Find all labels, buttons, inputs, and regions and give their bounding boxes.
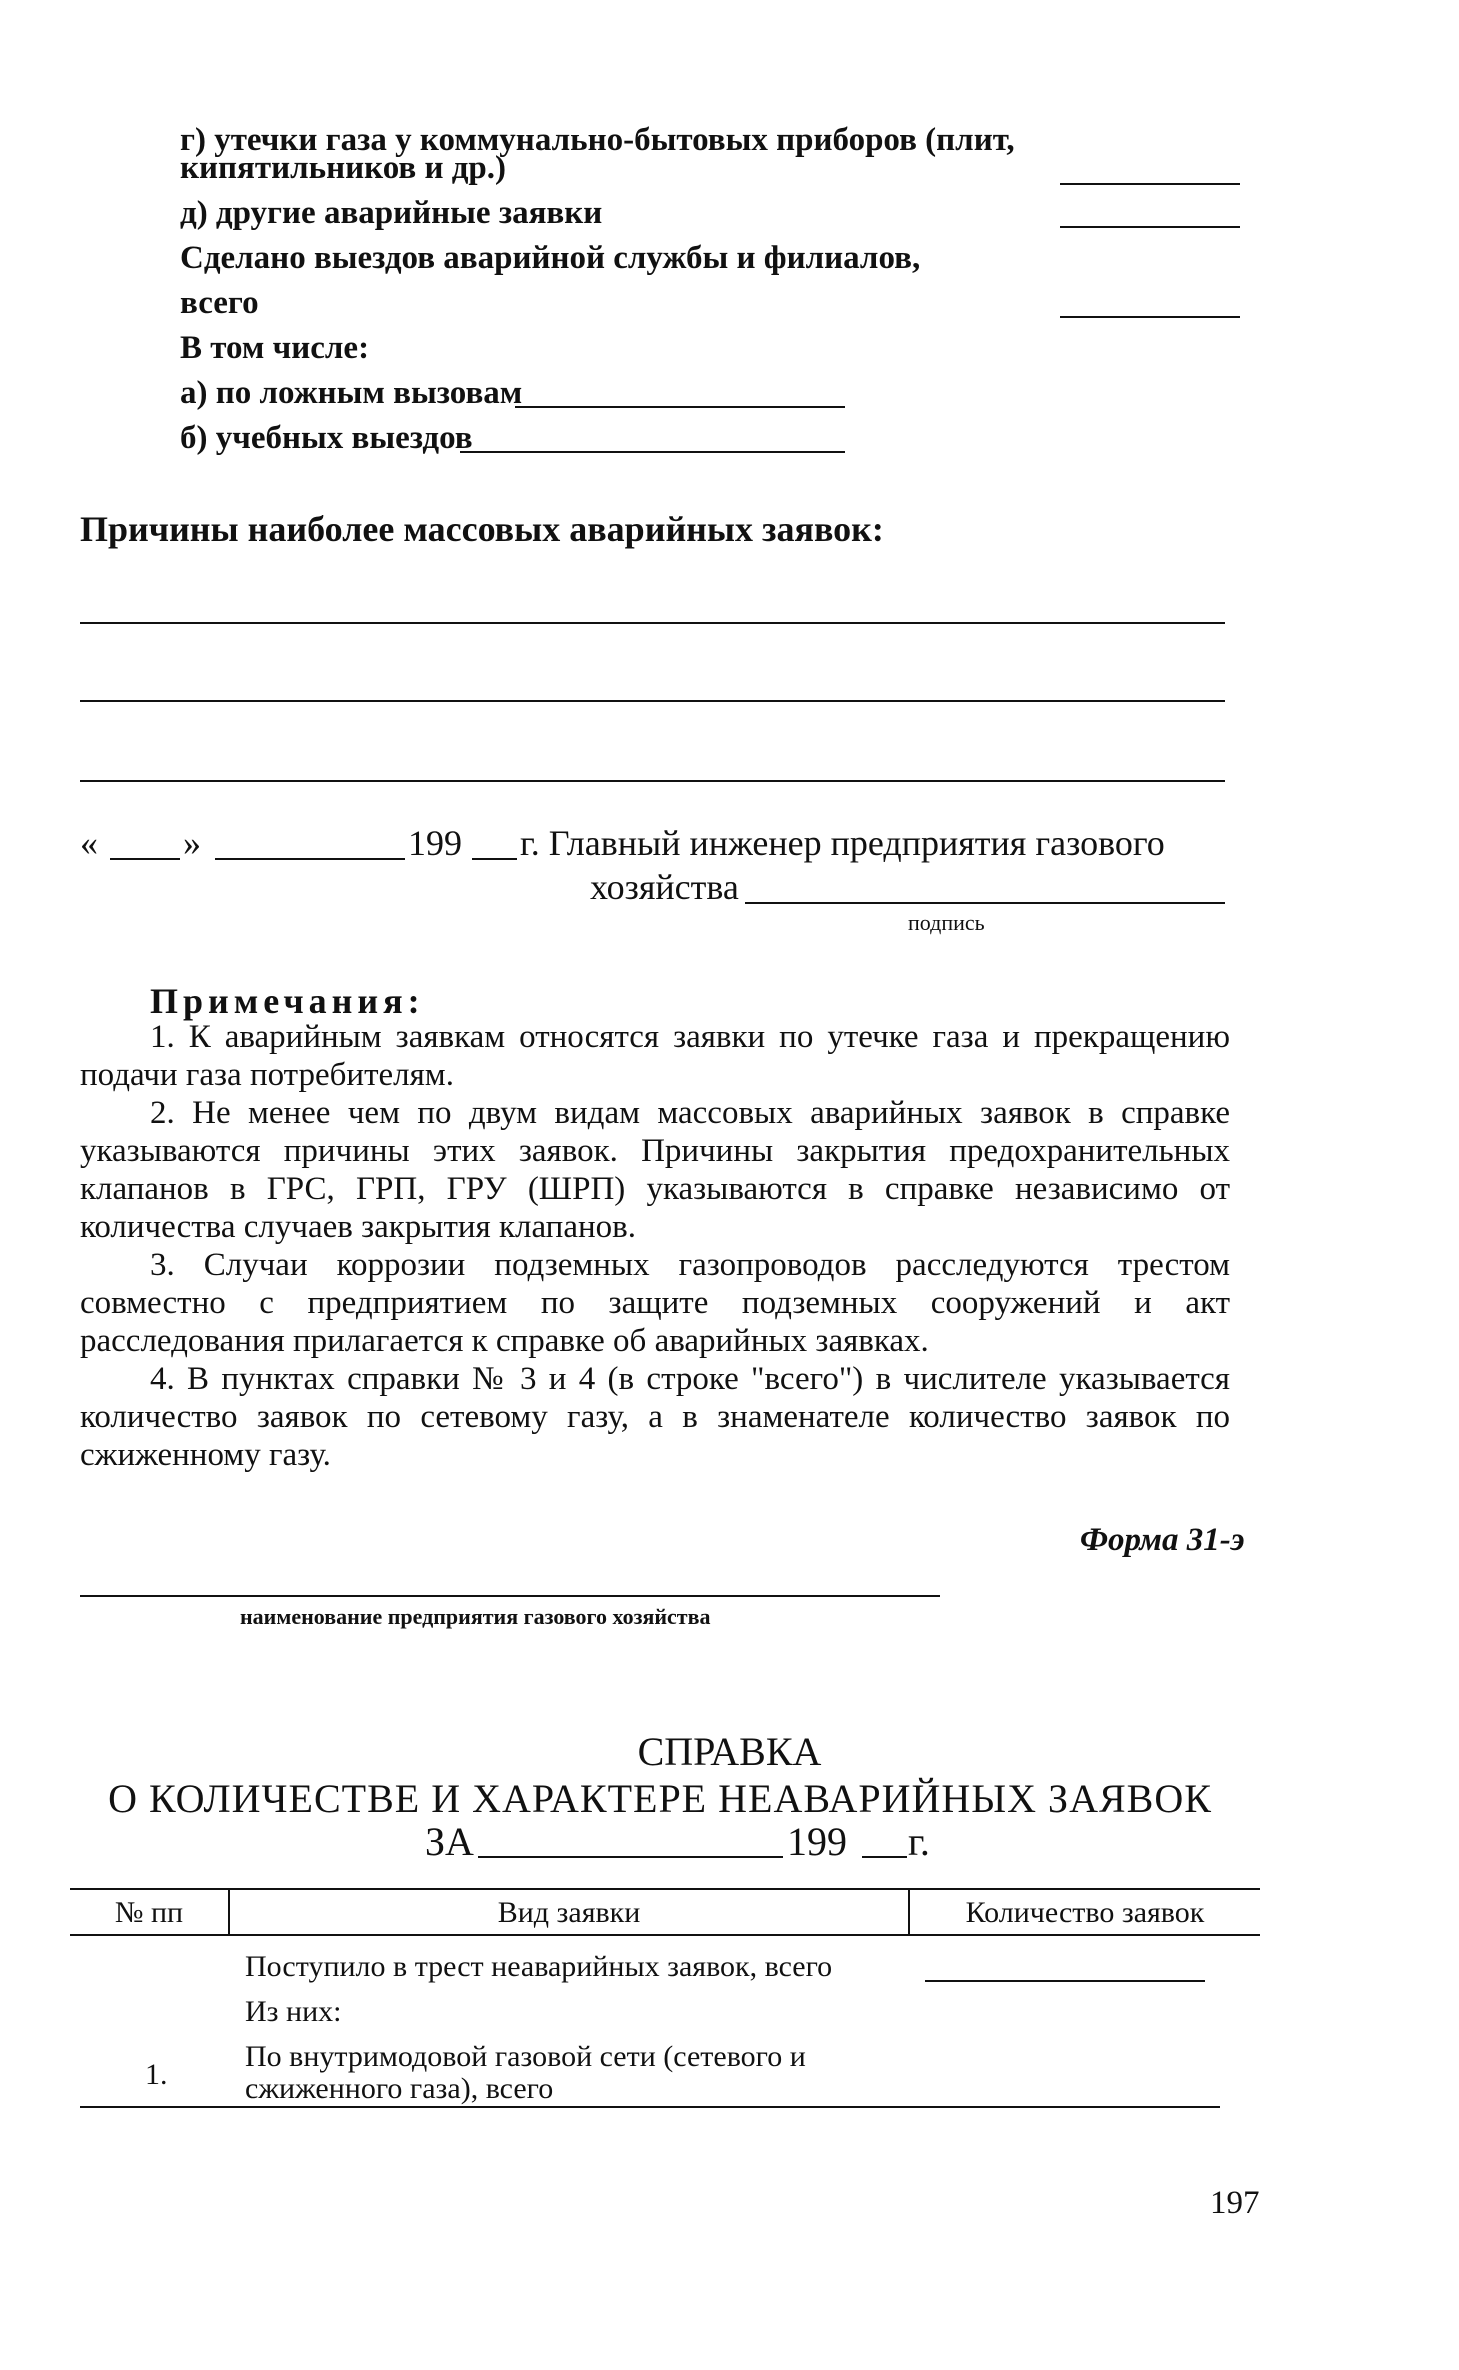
- table-row-text: сжиженного газа), всего: [245, 2072, 554, 2105]
- training-blank: [460, 451, 845, 453]
- doc-title-year: 199: [787, 1819, 847, 1864]
- table-row-text: Поступило в трест неаварийных заявок, всего: [245, 1950, 833, 1983]
- org-name-line: [80, 1595, 940, 1597]
- doc-title-line1: СПРАВКА: [637, 1729, 822, 1774]
- table-header-bottom-border: [70, 1934, 1260, 1936]
- table-row-number: 1.: [145, 2058, 168, 2091]
- doc-title-suffix: г.: [908, 1819, 930, 1864]
- org-name-caption: наименование предприятия газового хозяйства: [240, 1604, 711, 1629]
- item-d: д) другие аварийные заявки: [180, 195, 603, 231]
- visits-line1: Сделано выездов аварийной службы и филиалов,: [180, 240, 921, 276]
- item-d-blank: [1060, 226, 1240, 228]
- signature-title: г. Главный инженер предприятия газового: [520, 823, 1165, 863]
- doc-title-prefix: ЗА: [425, 1819, 474, 1864]
- title-period-blank: [478, 1856, 783, 1858]
- table-top-border: [70, 1888, 1260, 1890]
- table-row-text: По внутримодовой газовой сети (сетевого и: [245, 2040, 806, 2073]
- table-row-count-blank: [925, 1980, 1205, 1982]
- item-g-blank: [1060, 183, 1240, 185]
- causes-line-3: [80, 780, 1225, 782]
- page-number: 197: [1210, 2185, 1260, 2221]
- signature-title-line2: хозяйства: [590, 867, 739, 907]
- table-header-number: № пп: [114, 1896, 184, 1929]
- item-g-line2: кипятильников и др.): [180, 150, 506, 186]
- false-calls: а) по ложным вызовам: [180, 375, 523, 411]
- causes-line-1: [80, 622, 1225, 624]
- visits-line2: всего: [180, 285, 259, 321]
- false-calls-blank: [515, 406, 845, 408]
- causes-heading: Причины наиболее массовых аварийных заявок:: [80, 509, 884, 549]
- doc-title-line2: О КОЛИЧЕСТВЕ И ХАРАКТЕРЕ НЕАВАРИЙНЫХ ЗАЯВОК: [108, 1776, 1212, 1821]
- signature-year: 199: [408, 823, 462, 863]
- table-header-type: Вид заявки: [497, 1896, 641, 1929]
- including-label: В том числе:: [180, 330, 370, 366]
- note-3: 3. Случаи коррозии подземных газопроводов расследуются трестом совместно с предприятием по защите подземных сооружений и акт расследования прилагается к справке об аварийных заявках.: [80, 1247, 1230, 1359]
- title-year-blank: [862, 1856, 907, 1858]
- table-header-count: Количество заявок: [965, 1896, 1205, 1929]
- quote-open: «: [80, 823, 98, 863]
- visits-blank: [1060, 316, 1240, 318]
- day-blank: [110, 858, 180, 860]
- signature-blank: [745, 902, 1225, 904]
- year-blank: [472, 858, 517, 860]
- causes-line-2: [80, 700, 1225, 702]
- notes-heading: Примечания:: [150, 981, 425, 1021]
- month-blank: [215, 858, 405, 860]
- training-visits: б) учебных выездов: [180, 420, 473, 456]
- note-2: 2. Не менее чем по двум видам массовых аварийных заявок в справке указываются причины этих заявок. Причины закрытия предохранительных клапанов в ГРС, ГРП, ГРУ (ШРП) указываются в справке независимо от количества случаев закрытия клапанов.: [80, 1095, 1230, 1245]
- table-row-text: Из них:: [245, 1995, 342, 2028]
- table-bottom-border: [80, 2106, 1220, 2108]
- form-label: Форма 31-э: [1080, 1522, 1245, 1558]
- quote-close: »: [183, 823, 201, 863]
- note-1: 1. К аварийным заявкам относятся заявки по утечке газа и прекращению подачи газа потребителям.: [80, 1019, 1230, 1093]
- signature-caption: подпись: [908, 910, 985, 935]
- note-4: 4. В пунктах справки № 3 и 4 (в строке "всего") в числителе указывается количество заявок по сетевому газу, а в знаменателе количество заявок по сжиженному газу.: [80, 1361, 1230, 1473]
- item-g-line1: г) утечки газа у коммунально-бытовых приборов (плит,: [180, 122, 1015, 158]
